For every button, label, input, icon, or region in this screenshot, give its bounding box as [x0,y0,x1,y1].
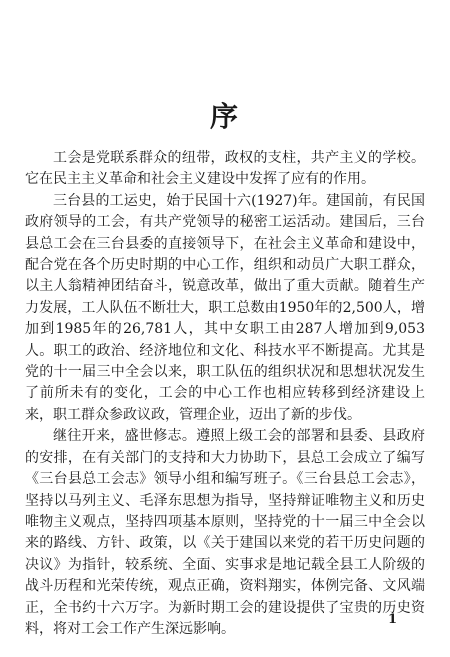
paragraph: 三台县的工运史，始于民国十六(1927)年。建国前，有民国政府领导的工会，有共产党领导的秘密工运活动。建国后，三台县总工会在三台县委的直接领导下，在社会主义革命和建设中，配合党在各个历史时期的中心工作，组织和动员广大职工群众，以主人翁精神团结奋斗，锐意改革，做出了重大贡献。随着生产力发展，工人队伍不断壮大，职工总数由1950年的2,500人，增加到1985年的26,781人，其中女职工由287人增加到9,053人。职工的政治、经济地位和文化、科技水平不断提高。尤其是党的十一届三中全会以来，职工队伍的组织状况和思想状况发生了前所未有的变化，工会的中心工作也相应转移到经济建设上来，职工群众参政议政，管理企业，迈出了新的步伐。 [25,192,425,423]
paragraph: 继往开来，盛世修志。遵照上级工会的部署和县委、县政府的安排，在有关部门的支持和大力协助下，县总工会成立了编写《三台县总工会志》领导小组和编写班子。《三台县总工会志》，坚持以马列主义、毛泽东思想为指导，坚持辩证唯物主义和历史唯物主义观点，坚持四项基本原则，坚持党的十一届三中全会以来的路线、方针、政策，以《关于建国以来党的若干历史问题的决议》为指针，较系统、全面、实事求是地记载全县工人阶级的战斗历程和光荣传统，观点正确，资料翔实，体例完备、文风端正，全书约十六万字。为新时期工会的建设提供了宝贵的历史资料，将对工会工作产生深远影响。 [25,428,425,637]
paragraph: 工会是党联系群众的纽带，政权的支柱，共产主义的学校。它在民主主义革命和社会主义建设中发挥了应有的作用。 [25,150,425,188]
preface-body [25,148,425,640]
page-title: 序 [209,100,240,133]
page-number: 1 [388,612,398,627]
